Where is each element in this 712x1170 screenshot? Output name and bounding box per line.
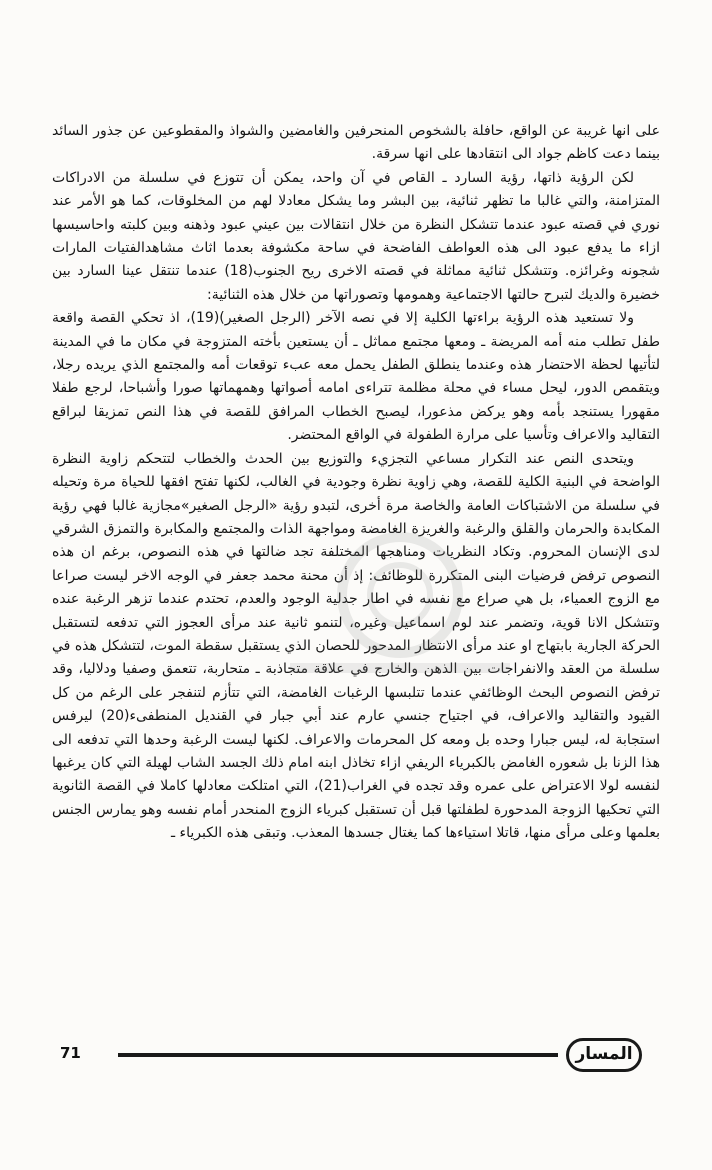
paragraph: لكن الرؤية ذاتها، رؤية السارد ـ القاص في آن واحد، يمكن أن تتوزع في سلسلة من الادراكات المتزامنة، والتي غالبا ما تظهر ثنائية، بين البشر وما يشكل معادلا لهم من المخلوقات، كما هو الأمر عند نوري في قصته عبود عندما تتشكل النظرة من خلال انتقالات بين عيني عبود وذهنه وبين كلبته واحاسيسها ازاء ما يدفع عبود الى هذه العواطف الفاضحة في ساحة مكشوفة بعدما اثاث مشاهدالفتيات المارات شجونه وغرائزه. وتتشكل ثنائية مماثلة في قصته الاخرى ريح الجنوب(18) عندما تنتقل عينا السارد بين خضيرة والديك لتبرح حالتها الاجتماعية وهمومها وتصوراتها من خلال هذه الثنائية: [52,169,661,303]
footer-rule [118,1053,558,1057]
paragraph: ولا تستعيد هذه الرؤية براءتها الكلية إلا في نصه الآخر (الرجل الصغير)(19)، اذ تحكي القصة واقعة طفل تطلب منه أمه المريضة ـ ومعها مجتمع مماثل ـ أن يستعين بأخته المتزوجة في مكان ما في المدينة لتأتيها لحظة الاحتضار هذه وعندما ينطلق الطفل يحمل معه عبء توقعات أمه والمجتمع الذي يريده رجلا، ويتقمص الدور، ليحل مساء في محلة مظلمة تتراءى امامه أصواتها وهمهماتها صورا وأشباحا، لرجع طفلا مقهورا يستنجد بأمه وهو يركض مذعورا، ليصبح الخطاب المرافق للقصة في هذا النص تمزيقا لبراقع التقاليد والاعراف وتأسيا على مرارة الطفولة في الواقع المحتضر. [52,310,660,444]
magazine-logo: المسار [566,1038,642,1072]
paragraph: على انها غريبة عن الواقع، حافلة بالشخوص المنحرفين والغامضين والشواذ والمقطوعين عن جذور السائد بينما دعت كاظم جواد الى انتقادها على انها سرقة. [52,123,660,163]
page-number: 71 [60,1044,81,1062]
paragraph: ويتحدى النص عند التكرار مساعي التجزيء والتوزيع بين الحدث والخطاب لتتحكم زاوية النظرة الواضحة في البنية الكلية للقصة، وهي زاوية نظرة وجودية في الغالب، لكنها تفتح افقها للحياة مرة وتحيله في سلسلة من الاشتباكات العامة والخاصة مرة أخرى، لتبدو رؤية «الرجل الصغير»مجازية غالبا فهي رؤية المكابدة والحرمان والقلق والرغبة والغريزة الغامضة ومواجهة الذات والمجتمع والمكابرة والتمزق الشرقي لدى الإنسان المحروم. وتكاد النظريات ومناهجها المختلفة تجد ضالتها في هذه النصوص، برغم ان هذه النصوص ترفض فرضيات البنى المتكررة للوظائف: إذ أن محنة محمد جعفر في الوجه الاخر ليست صراعا مع الزوج العمياء، بل هي صراع مع نفسه في اطار جدلية الوجود والعدم، تحتدم عندما تزهر الرغبة عنده وتتشكل الانا قوية، وتضمر عند لوم اسماعيل وغيره، لتنمو ثانية عند مرأى العجوز التي تدفعه لتستقبل الحركة الجارية بابتهاج او عند مرأى الانتظار المدحور للحصان الذي يستقبل سقطة الموت، لتتشكل هذه في سلسلة من العقد والانفراجات بين الذهن والخارج في علاقة متجاذبة ـ متحاربة، تتعمق وصفيا ودلاليا، وقد ترفض النصوص البحث الوظائفي عندما تتلبسها الرغبات الغامضة، التي تتأزم لتنفجر على الرغم من كل القيود والتقاليد والاعراف، في اجتياح جنسي عارم عند أبي جبار في القنديل المنطفىء(20) ليرفس استجابة له، ليس جبارا وحده بل ومعه كل المحرمات والاعراف. لكنها ليست الرغبة وحدها التي تدفعه الى هذا الزنا بل شعوره الغامض بالكبرياء الريفي ازاء تخاذل ابنه امام ذلك الجسد الشاب لهيلة التي كان يرغبها لنفسه لولا الاعتراض على عمره وقد تجده في الغراب(21)، التي امتلكت معادلها كاملا في القصة الثانوية التي تحكيها الزوجة المدحورة لطفلتها قبل أن تستقبل كبرياء الزوج المنحدر أمام نفسه وهو يمارس الجنس بعلمها وعلى مرأى منها، قاتلا استياءها كما يغتال جسدها المعذب. وتبقى هذه الكبرياء ـ [52,450,660,842]
article-body [52,120,660,846]
